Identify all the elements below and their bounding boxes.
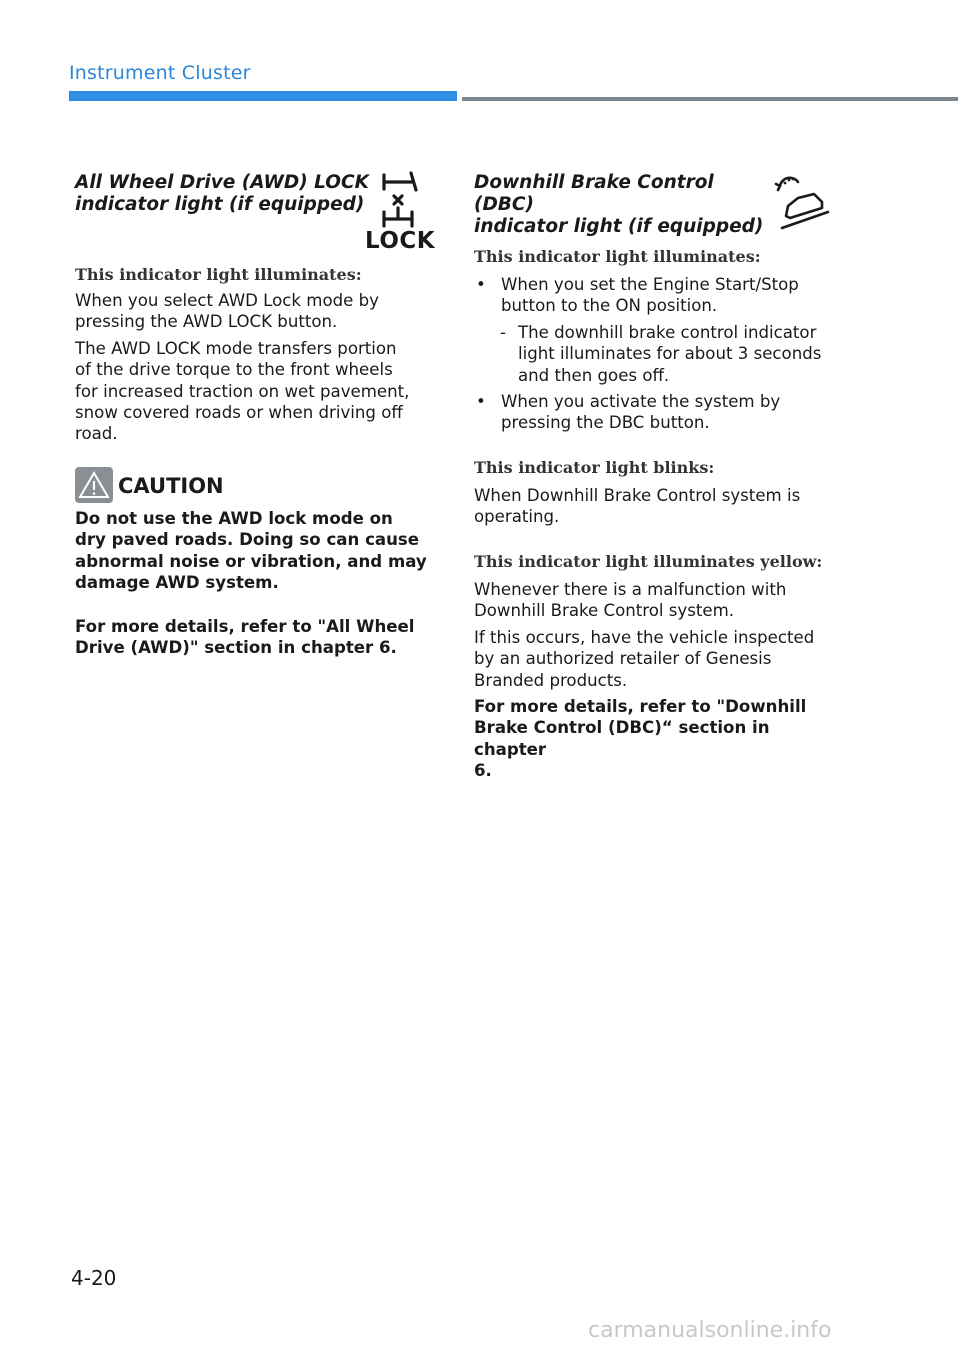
- bullet-mark: •: [476, 275, 486, 294]
- bullet-text: [501, 274, 841, 317]
- awd-paragraph-2: [75, 338, 435, 444]
- title-line: indicator light (if equipped): [474, 216, 764, 237]
- text-line: Brake Control (DBC)“ section in chapter: [474, 718, 770, 759]
- awd-paragraph-1: [75, 290, 435, 333]
- text-line: For more details, refer to "All Wheel: [75, 617, 415, 636]
- dbc-reference: [474, 696, 844, 781]
- caution-text: [75, 508, 435, 593]
- sub-bullet-mark: -: [500, 323, 506, 342]
- text-line: pressing the AWD LOCK button.: [75, 312, 338, 332]
- header-bar-accent: [69, 91, 457, 101]
- awd-lock-section-title: [75, 172, 375, 216]
- caution-icon-box: [75, 467, 113, 503]
- text-line: Branded products.: [474, 670, 628, 690]
- text-line: The AWD LOCK mode transfers portion: [75, 339, 397, 358]
- title-line: indicator light (if equipped): [75, 194, 365, 215]
- bullet-text: [501, 391, 841, 434]
- bullet-mark: •: [476, 392, 486, 411]
- text-line: Whenever there is a malfunction with: [474, 580, 787, 599]
- text-line: road.: [75, 424, 118, 444]
- title-line: Downhill Brake Control (DBC): [474, 172, 714, 215]
- awd-reference: [75, 616, 435, 659]
- text-line: For more details, refer to "Downhill: [474, 697, 807, 716]
- dbc-paragraph-malfunction: [474, 579, 844, 622]
- text-line: operating.: [474, 507, 560, 527]
- text-line: damage AWD system.: [75, 572, 279, 592]
- header-bar-rule: [462, 97, 958, 101]
- dbc-paragraph-inspect: [474, 627, 844, 691]
- text-line: abnormal noise or vibration, and may: [75, 551, 427, 571]
- awd-subhead: This indicator light illuminates:: [75, 265, 362, 284]
- text-line: for increased traction on wet pavement,: [75, 381, 410, 401]
- title-line: All Wheel Drive (AWD) LOCK: [75, 172, 369, 193]
- text-line: pressing the DBC button.: [501, 413, 710, 433]
- dbc-sub-bullet-1: [500, 322, 850, 388]
- sub-bullet-text: [518, 322, 848, 386]
- drivetrain-icon: [364, 170, 434, 230]
- text-line: Drive (AWD)" section in chapter 6.: [75, 638, 397, 658]
- watermark: carmanualsonline.info: [588, 1318, 832, 1343]
- text-line: Do not use the AWD lock mode on: [75, 509, 393, 528]
- text-line: button to the ON position.: [501, 296, 718, 316]
- text-line: If this occurs, have the vehicle inspected: [474, 628, 815, 647]
- caution-label: CAUTION: [118, 474, 224, 498]
- awd-lock-icon: [364, 170, 434, 256]
- dbc-bullet-2: [476, 391, 846, 435]
- text-line: dry paved roads. Doing so can cause: [75, 530, 420, 550]
- text-line: When you select AWD Lock mode by: [75, 291, 379, 310]
- text-line: When you set the Engine Start/Stop: [501, 275, 799, 294]
- text-line: by an authorized retailer of Genesis: [474, 649, 772, 669]
- text-line: When you activate the system by: [501, 392, 781, 411]
- text-line: of the drive torque to the front wheels: [75, 360, 393, 380]
- text-line: 6.: [474, 760, 492, 780]
- dbc-icon: [768, 172, 832, 232]
- dbc-subhead-blinks: This indicator light blinks:: [474, 458, 715, 477]
- text-line: When Downhill Brake Control system is: [474, 486, 801, 505]
- text-line: snow covered roads or when driving off: [75, 402, 403, 422]
- text-line: The downhill brake control indicator: [518, 323, 817, 342]
- header-title: Instrument Cluster: [69, 62, 251, 84]
- page-number: 4-20: [71, 1266, 117, 1290]
- dbc-section-title: [474, 172, 774, 238]
- lock-icon-label: LOCK: [365, 228, 436, 254]
- downhill-car-icon: [768, 172, 832, 232]
- text-line: and then goes off.: [518, 365, 670, 385]
- text-line: light illuminates for about 3 seconds: [518, 344, 822, 364]
- text-line: Downhill Brake Control system.: [474, 601, 735, 621]
- dbc-bullet-1: [476, 274, 846, 318]
- warning-triangle-icon: [75, 467, 113, 503]
- dbc-subhead-illuminates: This indicator light illuminates:: [474, 247, 761, 266]
- dbc-paragraph-blinks: [474, 485, 844, 528]
- dbc-subhead-yellow: This indicator light illuminates yellow:: [474, 552, 823, 571]
